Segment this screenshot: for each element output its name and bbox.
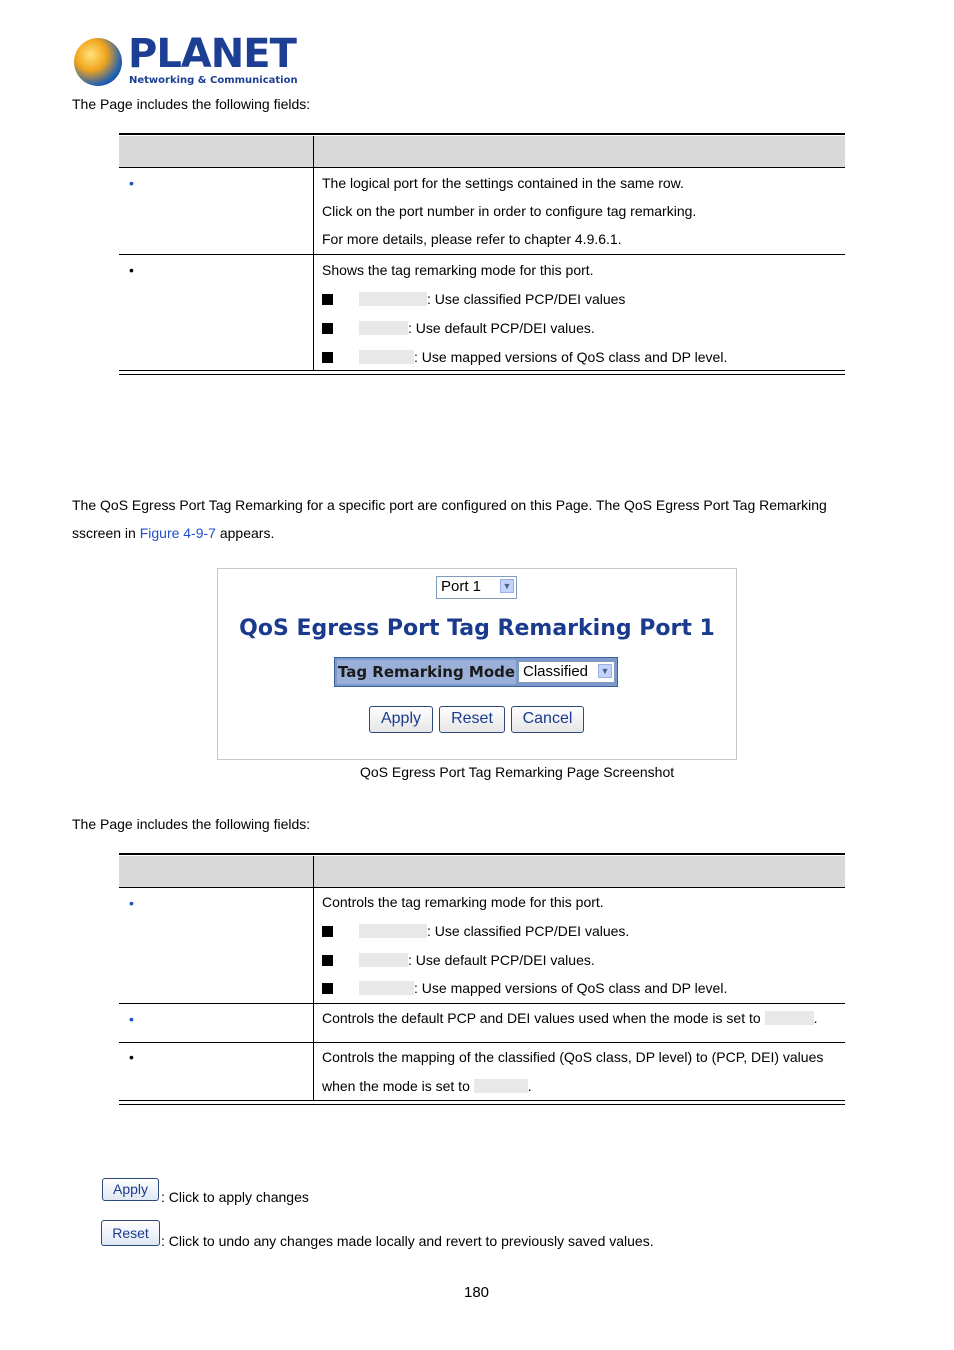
tag-remarking-mode-select[interactable]: Classified ▼ xyxy=(518,661,615,683)
apply-button-description: : Click to apply changes xyxy=(161,1189,309,1205)
intro-text-2: The Page includes the following fields: xyxy=(72,816,311,832)
square-bullet-icon xyxy=(322,955,333,966)
reset-button[interactable]: Reset xyxy=(439,706,505,733)
square-bullet-icon xyxy=(322,294,333,305)
square-bullet-icon xyxy=(322,983,333,994)
figure-caption: QoS Egress Port Tag Remarking Page Screenshot xyxy=(360,764,675,780)
table-cell-text: when the mode is set to . xyxy=(322,1078,532,1094)
chevron-down-icon: ▼ xyxy=(500,579,514,593)
figure-link[interactable]: Figure 4-9-7 xyxy=(139,525,216,541)
table-cell-text: For more details, please refer to chapter 4.9.6.1. xyxy=(322,231,622,247)
reset-button-description: : Click to undo any changes made locally and revert to previously saved values. xyxy=(161,1233,654,1249)
table-cell-text: Click on the port number in order to configure tag remarking. xyxy=(322,203,697,219)
table-list-item: : Use mapped versions of QoS class and DP level. xyxy=(322,349,727,365)
description-line-1: The QoS Egress Port Tag Remarking for a specific port are configured on this Page. The QoS Egress Port Tag Remarking xyxy=(72,497,827,513)
table-header xyxy=(119,136,845,168)
table-cell-text: Controls the tag remarking mode for this port. xyxy=(322,894,604,910)
port-select[interactable]: Port 1 ▼ xyxy=(436,576,517,599)
table-cell-text: The logical port for the settings contained in the same row. xyxy=(322,175,684,191)
square-bullet-icon xyxy=(322,323,333,334)
mode-row xyxy=(334,657,618,687)
table-cell-text: Controls the default PCP and DEI values used when the mode is set to . xyxy=(322,1010,818,1026)
list-bullet: • xyxy=(129,1011,134,1027)
table-cell-text: Shows the tag remarking mode for this port. xyxy=(322,262,594,278)
table-list-item: : Use classified PCP/DEI values. xyxy=(322,923,629,939)
cancel-button[interactable]: Cancel xyxy=(511,706,584,733)
page-title: QoS Egress Port Tag Remarking Port 1 xyxy=(239,616,715,641)
apply-button-sample[interactable]: Apply xyxy=(102,1178,159,1201)
square-bullet-icon xyxy=(322,926,333,937)
fields-table-2 xyxy=(119,853,845,1105)
fields-table-1 xyxy=(119,133,845,375)
list-bullet: • xyxy=(129,175,134,191)
table-list-item: : Use mapped versions of QoS class and DP level. xyxy=(322,980,727,996)
list-bullet: • xyxy=(129,895,134,911)
chevron-down-icon: ▼ xyxy=(598,664,612,678)
table-list-item: : Use default PCP/DEI values. xyxy=(322,320,595,336)
table-list-item: : Use classified PCP/DEI values xyxy=(322,291,625,307)
list-bullet: • xyxy=(129,262,134,278)
table-list-item: : Use default PCP/DEI values. xyxy=(322,952,595,968)
planet-logo-globe-icon xyxy=(74,38,122,86)
table-cell-text: Controls the mapping of the classified (QoS class, DP level) to (PCP, DEI) values xyxy=(322,1049,824,1065)
list-bullet: • xyxy=(129,1049,134,1065)
apply-button[interactable]: Apply xyxy=(369,706,433,733)
page-number: 180 xyxy=(464,1284,490,1301)
planet-logo-wordmark: PLANET xyxy=(128,31,296,77)
table-header xyxy=(119,856,845,888)
tag-remarking-mode-label: Tag Remarking Mode xyxy=(337,660,516,684)
description-line-2: sscreen in Figure 4-9-7 appears. xyxy=(72,525,275,541)
square-bullet-icon xyxy=(322,352,333,363)
planet-logo-tagline: Networking & Communication xyxy=(129,75,298,86)
intro-text-1: The Page includes the following fields: xyxy=(72,96,311,112)
screenshot-panel xyxy=(217,568,737,760)
reset-button-sample[interactable]: Reset xyxy=(101,1220,160,1246)
